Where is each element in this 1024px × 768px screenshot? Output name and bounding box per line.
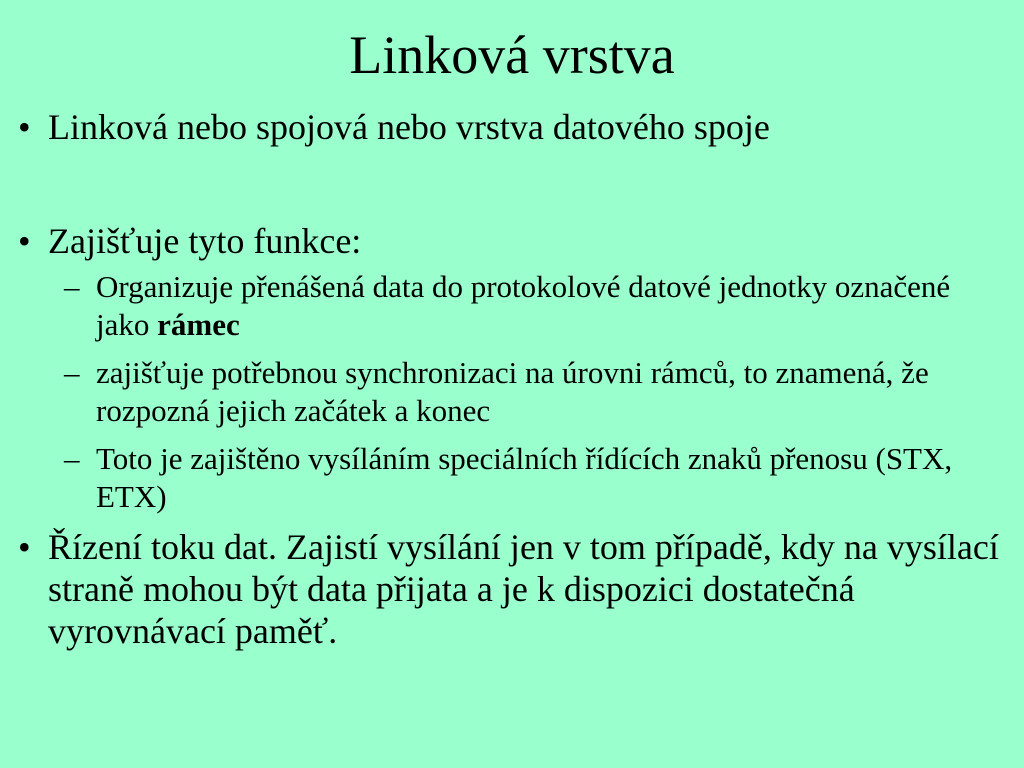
sub-bullet-text: Organizuje přenášená data do protokolové datové jednotky označené jako bbox=[96, 269, 951, 342]
bullet-marker: • bbox=[18, 527, 31, 567]
sub-bullet-item bbox=[18, 440, 1008, 516]
sub-bullet-item bbox=[18, 268, 1008, 344]
bullet-item bbox=[18, 106, 1008, 148]
bullet-marker: • bbox=[18, 107, 31, 147]
sub-bullet-text: Toto je zajištěno vysíláním speciálních řídících znaků přenosu (STX, ETX) bbox=[96, 441, 953, 514]
sub-bullet-marker: – bbox=[64, 441, 80, 476]
sub-bullet-text: zajišťuje potřebnou synchronizaci na úrovni rámců, to znamená, že rozpozná jejich začátek a konec bbox=[96, 355, 929, 428]
spacer bbox=[18, 148, 1008, 220]
sub-bullet-marker: – bbox=[64, 355, 80, 390]
bullet-text: Zajišťuje tyto funkce: bbox=[48, 221, 362, 261]
spacer bbox=[18, 430, 1008, 440]
slide-content bbox=[18, 106, 1008, 652]
slide-title: Linková vrstva bbox=[349, 25, 675, 85]
spacer bbox=[18, 516, 1008, 526]
sub-bullet-marker: – bbox=[64, 269, 80, 304]
bullet-item bbox=[18, 526, 1008, 652]
bullet-marker: • bbox=[18, 221, 31, 261]
bullet-item bbox=[18, 220, 1008, 262]
spacer bbox=[18, 344, 1008, 354]
sub-bullet-bold-term: rámec bbox=[157, 307, 240, 342]
sub-bullet-item bbox=[18, 354, 1008, 430]
bullet-text: Linková nebo spojová nebo vrstva datového spoje bbox=[48, 107, 770, 147]
bullet-text: Řízení toku dat. Zajistí vysílání jen v tom případě, kdy na vysílací straně mohou být data přijata a je k dispozici dostatečná vyrovnávací paměť. bbox=[48, 527, 999, 651]
